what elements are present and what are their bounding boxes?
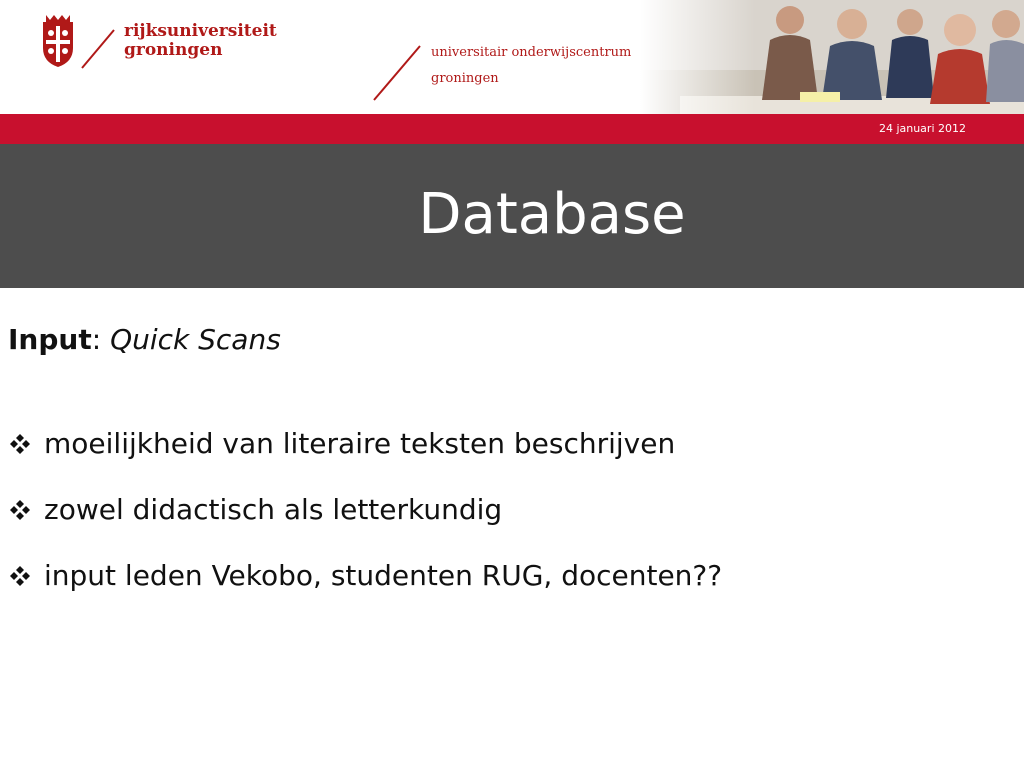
bullet-item: [8, 492, 1008, 528]
bullet-text: zowel didactisch als letterkundig: [44, 493, 503, 526]
slide-title: Database: [418, 182, 686, 247]
bullet-item: [8, 558, 1008, 594]
university-name: [124, 22, 277, 60]
center-name-line-2: groningen: [431, 71, 499, 86]
bullet-text: input leden Vekobo, studenten RUG, docenten??: [44, 559, 723, 592]
input-value: Quick Scans: [110, 323, 281, 356]
slide-date: 24 januari 2012: [878, 122, 966, 135]
header-photo: [640, 0, 1024, 114]
bullet-list: [8, 426, 1008, 624]
slash-divider: [80, 28, 116, 70]
input-separator: :: [91, 323, 102, 356]
title-bar: [0, 144, 1024, 288]
center-name-line-1: universitair onderwijscentrum: [431, 45, 632, 60]
input-label: Input: [8, 323, 92, 356]
slash-divider: [372, 44, 422, 102]
bullet-item: [8, 426, 1008, 462]
slide-header: [0, 0, 1024, 114]
date-bar: [0, 114, 1024, 144]
input-line: [8, 322, 1008, 358]
university-name-line-2: groningen: [124, 40, 223, 60]
four-diamond-bullet-icon: [8, 564, 32, 588]
four-diamond-bullet-icon: [8, 498, 32, 522]
bullet-text: moeilijkheid van literaire teksten beschrijven: [44, 427, 676, 460]
education-center-name: [431, 40, 631, 92]
university-name-line-1: rijksuniversiteit: [124, 21, 277, 41]
four-diamond-bullet-icon: [8, 432, 32, 456]
slide-content: [8, 322, 1008, 592]
university-crest-icon: [40, 14, 76, 68]
